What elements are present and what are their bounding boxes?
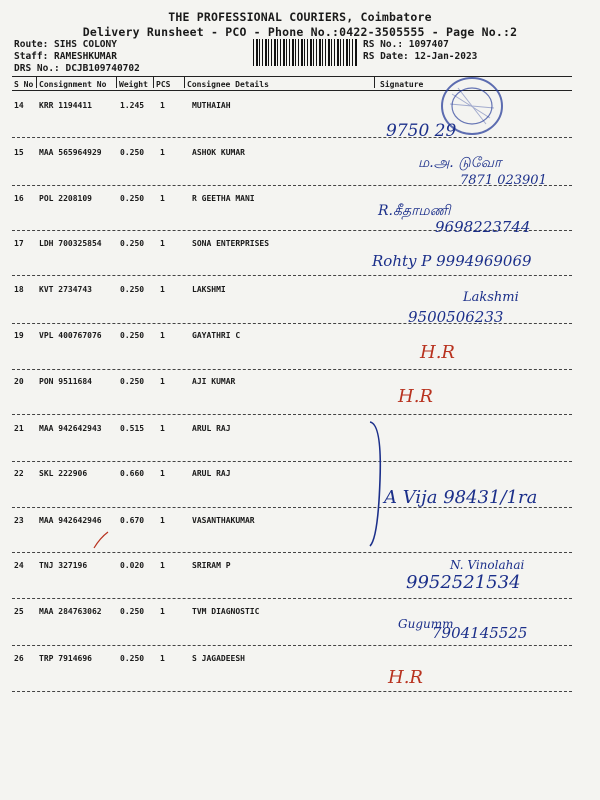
- row-24-consignment: TNJ 327196: [39, 561, 88, 570]
- pen-mark: [92, 530, 112, 550]
- row-16-consignment: POL 2208109: [39, 194, 92, 203]
- row-divider: [12, 461, 572, 462]
- row-18-consignee: LAKSHMI: [192, 285, 226, 294]
- row-14-sno: 14: [14, 101, 24, 110]
- col-divider: [116, 76, 117, 88]
- row-15-weight: 0.250: [120, 148, 145, 157]
- row-23-sno: 23: [14, 516, 24, 525]
- signature-25-phone: 7904145525: [432, 624, 528, 642]
- row-18-weight: 0.250: [120, 285, 145, 294]
- row-15-consignment: MAA 565964929: [39, 148, 102, 157]
- rs-date: RS Date: 12-Jan-2023: [363, 51, 478, 62]
- row-23-consignment: MAA 942642946: [39, 516, 102, 525]
- rs-number: RS No.: 1097407: [363, 39, 449, 50]
- row-divider: [12, 598, 572, 599]
- row-21-weight: 0.515: [120, 424, 145, 433]
- row-divider: [12, 275, 572, 276]
- col-divider: [153, 76, 154, 88]
- signature-24-phone: 9952521534: [406, 572, 521, 593]
- signature-14: 9750 29: [386, 121, 457, 141]
- row-divider: [12, 552, 572, 553]
- signature-15-name: ம.அ. டுவோ: [418, 155, 502, 171]
- row-20-weight: 0.250: [120, 377, 145, 386]
- row-14-consignee: MUTHAIAH: [192, 101, 231, 110]
- row-25-consignee: TVM DIAGNOSTIC: [192, 607, 260, 616]
- row-24-sno: 24: [14, 561, 24, 570]
- signature-17: Rohty P 9994969069: [372, 252, 532, 270]
- col-header-consignment: Consignment No: [39, 80, 107, 89]
- staff-label: Staff: RAMESHKUMAR: [14, 51, 117, 62]
- signature-25-name: Gugumm: [398, 617, 454, 631]
- row-19-consignee: GAYATHRI C: [192, 331, 241, 340]
- company-title: THE PROFESSIONAL COURIERS, Coimbatore: [168, 10, 432, 24]
- row-24-weight: 0.020: [120, 561, 145, 570]
- row-26-weight: 0.250: [120, 654, 145, 663]
- signature-18-name: Lakshmi: [463, 290, 519, 305]
- barcode: [253, 39, 358, 66]
- signature-21-23: A Vija 98431/1ra: [384, 487, 538, 508]
- runsheet-subtitle: Delivery Runsheet - PCO - Phone No.:0422-3505555 - Page No.:2: [82, 25, 518, 39]
- row-15-consignee: ASHOK KUMAR: [192, 148, 245, 157]
- row-24-consignee: SRIRAM P: [192, 561, 231, 570]
- row-20-sno: 20: [14, 377, 24, 386]
- row-25-sno: 25: [14, 607, 24, 616]
- row-22-consignment: SKL 222906: [39, 469, 88, 478]
- row-19-weight: 0.250: [120, 331, 145, 340]
- row-16-pcs: 1: [160, 194, 165, 203]
- signature-16-phone: 9698223744: [435, 218, 531, 236]
- row-16-weight: 0.250: [120, 194, 145, 203]
- signature-18-phone: 9500506233: [408, 308, 504, 326]
- row-18-pcs: 1: [160, 285, 165, 294]
- row-divider: [12, 369, 572, 370]
- col-header-signature: Signature: [380, 80, 424, 89]
- row-22-weight: 0.660: [120, 469, 145, 478]
- row-18-consignment: KVT 2734743: [39, 285, 92, 294]
- row-21-pcs: 1: [160, 424, 165, 433]
- signature-24-name: N. Vinolahai: [450, 558, 525, 572]
- col-divider: [184, 76, 185, 88]
- row-20-consignee: AJI KUMAR: [192, 377, 236, 386]
- col-divider: [374, 76, 375, 88]
- col-header-consignee: Consignee Details: [187, 80, 269, 89]
- row-25-consignment: MAA 284763062: [39, 607, 102, 616]
- row-17-consignment: LDH 700325854: [39, 239, 102, 248]
- row-18-sno: 18: [14, 285, 24, 294]
- row-19-pcs: 1: [160, 331, 165, 340]
- row-17-pcs: 1: [160, 239, 165, 248]
- row-26-consignment: TRP 7914696: [39, 654, 92, 663]
- row-divider: [12, 414, 572, 415]
- row-21-consignment: MAA 942642943: [39, 424, 102, 433]
- row-21-sno: 21: [14, 424, 24, 433]
- row-16-consignee: R GEETHA MANI: [192, 194, 255, 203]
- row-15-pcs: 1: [160, 148, 165, 157]
- row-17-sno: 17: [14, 239, 24, 248]
- col-header-pcs: PCS: [156, 80, 171, 89]
- row-20-pcs: 1: [160, 377, 165, 386]
- col-divider: [36, 76, 37, 88]
- row-26-consignee: S JAGADEESH: [192, 654, 245, 663]
- row-22-consignee: ARUL RAJ: [192, 469, 231, 478]
- row-19-sno: 19: [14, 331, 24, 340]
- row-25-weight: 0.250: [120, 607, 145, 616]
- row-24-pcs: 1: [160, 561, 165, 570]
- row-23-pcs: 1: [160, 516, 165, 525]
- row-divider: [12, 645, 572, 646]
- row-19-consignment: VPL 400767076: [39, 331, 102, 340]
- row-23-weight: 0.670: [120, 516, 145, 525]
- signature-20: H.R: [398, 386, 433, 407]
- row-20-consignment: PON 9511684: [39, 377, 92, 386]
- row-divider: [12, 691, 572, 692]
- row-22-pcs: 1: [160, 469, 165, 478]
- signature-16-name: R.கீதாமணி: [378, 203, 451, 219]
- col-header-sno: S No: [14, 80, 34, 89]
- signature-15-phone: 7871 023901: [460, 173, 547, 188]
- row-14-weight: 1.245: [120, 101, 145, 110]
- col-header-weight: Weight: [119, 80, 148, 89]
- row-22-sno: 22: [14, 469, 24, 478]
- signature-26: H.R: [388, 667, 423, 688]
- row-15-sno: 15: [14, 148, 24, 157]
- row-23-consignee: VASANTHAKUMAR: [192, 516, 255, 525]
- drs-label: DRS No.: DCJB109740702: [14, 63, 140, 74]
- row-26-pcs: 1: [160, 654, 165, 663]
- signature-19: H.R: [420, 342, 455, 363]
- row-21-consignee: ARUL RAJ: [192, 424, 231, 433]
- row-17-consignee: SONA ENTERPRISES: [192, 239, 270, 248]
- row-14-pcs: 1: [160, 101, 165, 110]
- row-25-pcs: 1: [160, 607, 165, 616]
- route-label: Route: SIHS COLONY: [14, 39, 117, 50]
- row-17-weight: 0.250: [120, 239, 145, 248]
- row-16-sno: 16: [14, 194, 24, 203]
- bracket-mark: [366, 420, 386, 550]
- row-26-sno: 26: [14, 654, 24, 663]
- row-14-consignment: KRR 1194411: [39, 101, 92, 110]
